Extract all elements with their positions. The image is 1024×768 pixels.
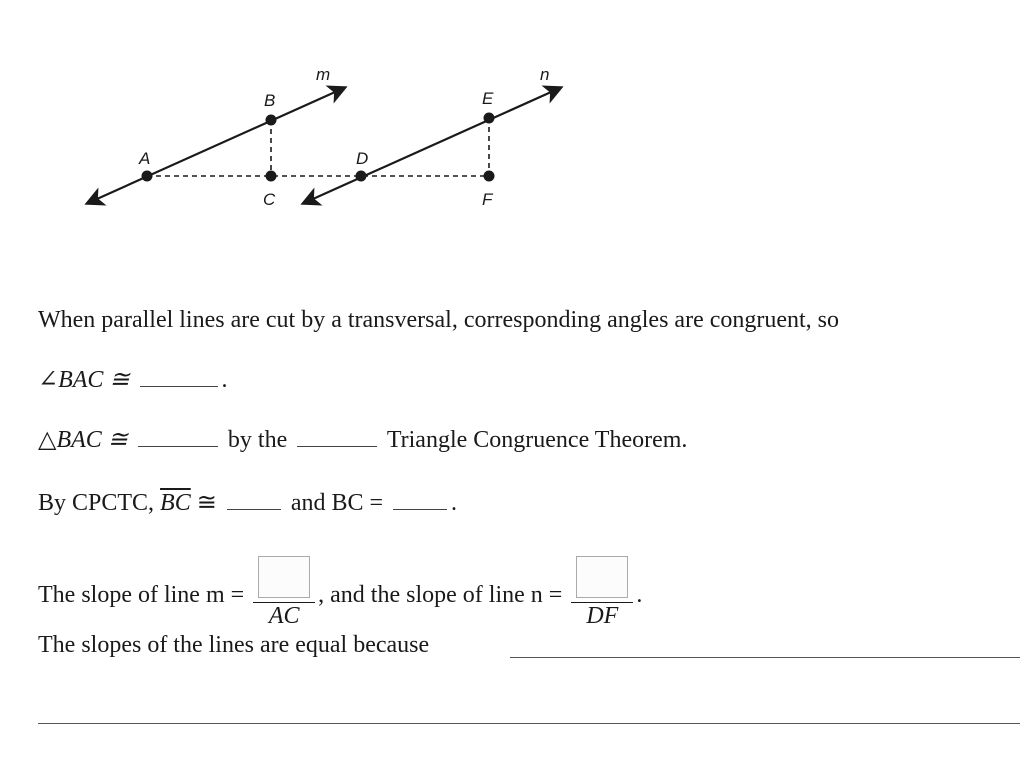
statement-line-5 [38, 560, 642, 633]
label-a: A [139, 149, 151, 168]
and-bc-equals-text: and BC = [290, 490, 384, 516]
slope-n-denominator: DF [586, 603, 619, 629]
label-n: n [540, 65, 550, 84]
label-e: E [482, 89, 494, 108]
congruent-symbol: ≅ [196, 490, 217, 516]
point-b [266, 115, 277, 126]
line5-period: . [636, 582, 643, 609]
label-f: F [482, 190, 493, 209]
triangle-congruence-text: Triangle Congruence Theorem. [386, 427, 688, 453]
statement-line-2 [38, 365, 228, 395]
segment-bc-text: $\overline{BC}$ [160, 490, 191, 516]
triangle-answer-blank[interactable] [138, 445, 218, 447]
by-cpctc-text: By CPCTC, [38, 490, 155, 516]
line-m [88, 88, 344, 203]
corresponding-angles-text: When parallel lines are cut by a transversal, corresponding angles are congruent, so [38, 307, 840, 333]
theorem-answer-blank[interactable] [297, 445, 377, 447]
point-d [356, 171, 367, 182]
slope-m-numerator-box[interactable] [258, 556, 310, 598]
parallel-lines-diagram [0, 0, 1024, 260]
slope-m-text: The slope of line m = [38, 582, 245, 609]
point-c [266, 171, 277, 182]
statement-line-3 [38, 425, 687, 455]
label-m: m [316, 65, 331, 84]
segment-answer-blank[interactable] [227, 508, 281, 510]
line-n [304, 88, 560, 203]
statement-line-1 [38, 305, 839, 335]
line2-period: . [221, 367, 228, 393]
slope-n-text: , and the slope of line n = [318, 582, 563, 609]
line4-period: . [451, 490, 458, 516]
angle-bac-text: ∠BAC ≅ [38, 367, 130, 393]
statement-line-4 [38, 488, 457, 518]
slope-n-fraction [571, 556, 633, 629]
reason-answer-line-1[interactable] [510, 656, 1020, 658]
statement-line-6 [38, 630, 429, 660]
length-answer-blank[interactable] [393, 508, 447, 510]
label-b: B [264, 91, 276, 110]
slope-m-fraction [253, 556, 315, 629]
point-f [484, 171, 495, 182]
label-c: C [263, 190, 276, 209]
reason-answer-line-2[interactable] [38, 722, 1020, 724]
slopes-equal-text: The slopes of the lines are equal because [38, 632, 430, 658]
slope-n-numerator-box[interactable] [576, 556, 628, 598]
point-a [142, 171, 153, 182]
point-e [484, 113, 495, 124]
by-the-text: by the [227, 427, 288, 453]
slope-m-denominator: AC [268, 603, 300, 629]
label-d: D [356, 149, 369, 168]
triangle-bac-text: △BAC ≅ [38, 427, 128, 453]
angle-answer-blank[interactable] [140, 385, 218, 387]
